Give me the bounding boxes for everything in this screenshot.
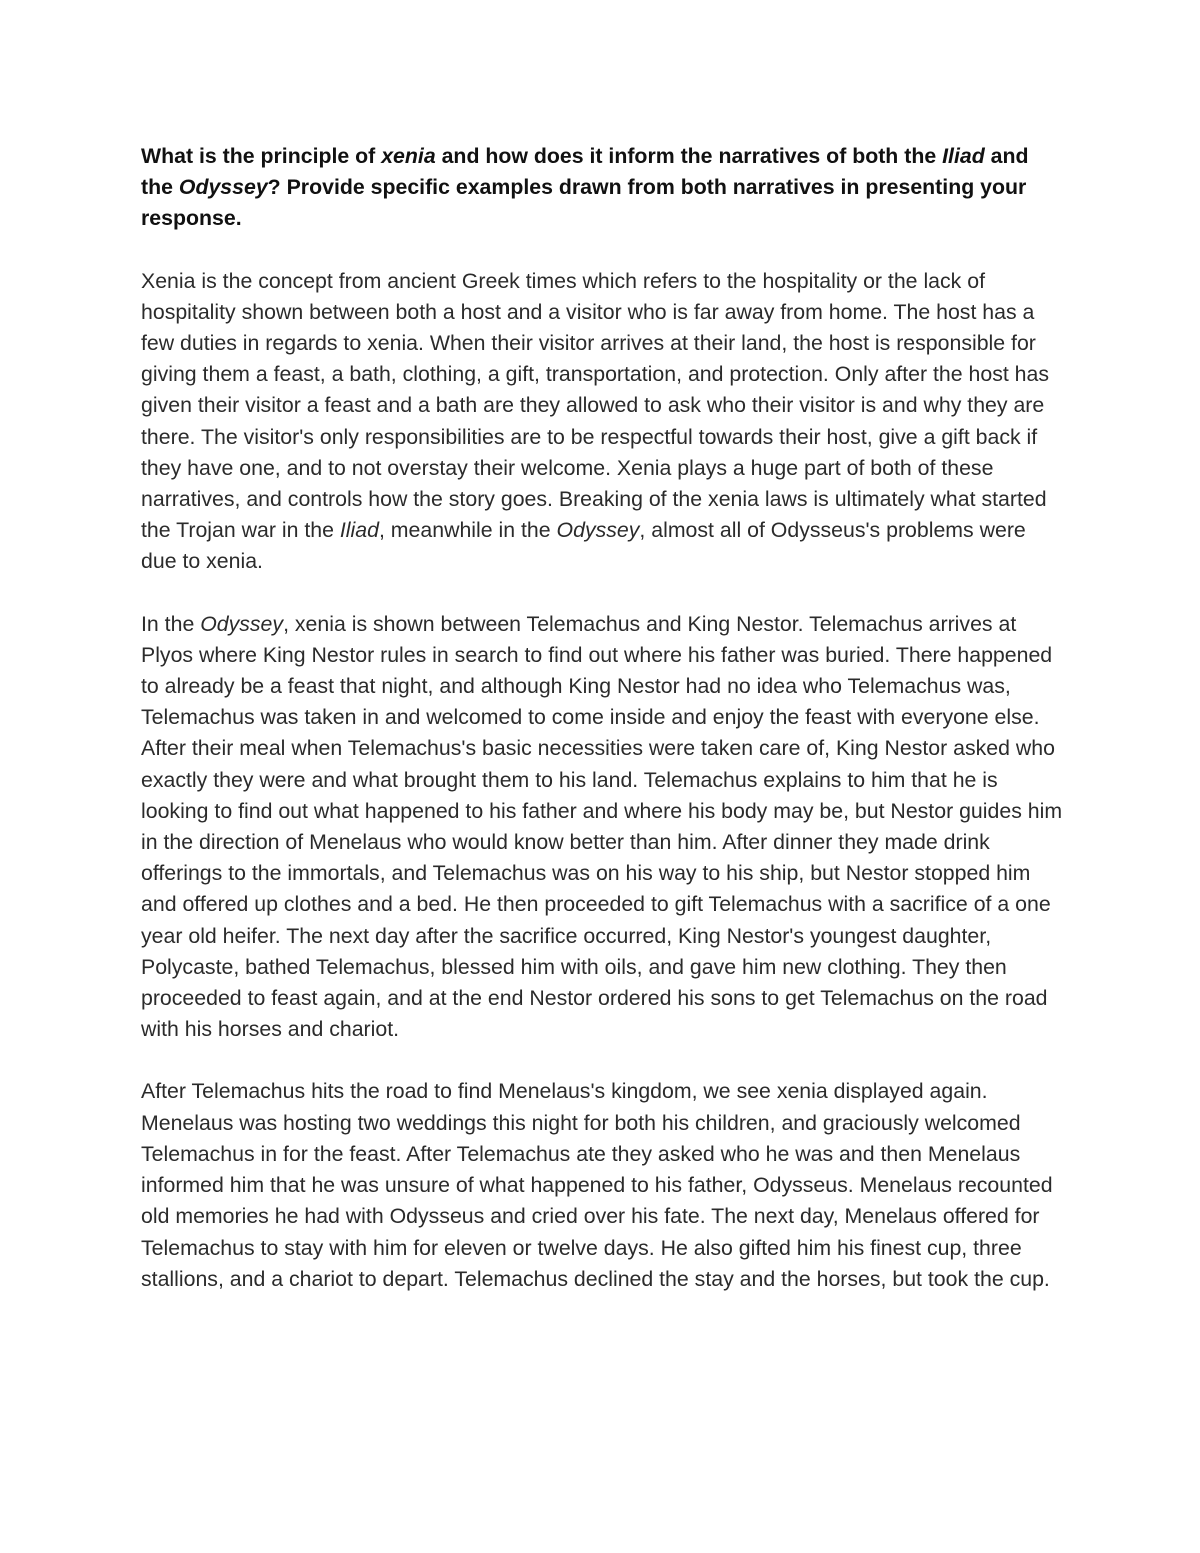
- paragraph-1: [141, 266, 1066, 578]
- paragraph-1-text-2: , meanwhile in the: [378, 518, 557, 543]
- paragraph-2-text-1: In the: [141, 611, 201, 636]
- paragraph-1-text-3: , almost all of Odysseus's problems were due to xenia.: [141, 518, 1026, 574]
- question-text-3: and the: [141, 144, 1029, 200]
- paragraph-2-text-2: , xenia is shown between Telemachus and King Nestor. Telemachus arrives at Plyos where King Nestor rules in search to find out where his father was buried. There happened to already be a feast that night, and although King Nestor had no idea who Telemachus was, Telemachus was taken in and welcomed to come inside and enjoy the feast with everyone else. After their meal when Telemachus's basic necessities were taken care of, King Nestor asked who exactly they were and what brought them to his land. Telemachus explains to him that he is looking to find out what happened to his father and where his body may be, but Nestor guides him in the direction of Menelaus who would know better than him. After dinner they made drink offerings to the immortals, and Telemachus was on his way to his ship, but Nestor stopped him and offered up clothes and a bed. He then proceeded to gift Telemachus with a sacrifice of a one year old heifer. The next day after the sacrifice occurred, King Nestor's youngest daughter, Polycaste, bathed Telemachus, blessed him with oils, and gave him new clothing. They then proceeded to feast again, and at the end Nestor ordered his sons to get Telemachus on the road with his horses and chariot.: [141, 611, 1063, 1042]
- question-text-1: What is the principle of: [141, 144, 382, 168]
- question-italic-odyssey: Odyssey: [178, 175, 268, 200]
- document-body: [141, 141, 1066, 1295]
- essay-question: [141, 141, 1066, 235]
- paragraph-3: [141, 1076, 1066, 1294]
- paragraph-1-italic-iliad: Iliad: [339, 518, 379, 543]
- paragraph-3-text-1: After Telemachus hits the road to find Menelaus's kingdom, we see xenia displayed again. Menelaus was hosting two weddings this night for both his children, and graciously welcomed Telemachus in for the feast. After Telemachus ate they asked who he was and then Menelaus informed him that he was unsure of what happened to his father, Odysseus. Menelaus recounted old memories he had with Odysseus and cried over his fate. The next day, Menelaus offered for Telemachus to stay with him for eleven or twelve days. He also gifted him his finest cup, three stallions, and a chariot to depart. Telemachus declined the stay and the horses, but took the cup.: [141, 1079, 1053, 1291]
- paragraph-2-italic-odyssey: Odyssey: [200, 611, 284, 636]
- paragraph-1-text-1: Xenia is the concept from ancient Greek times which refers to the hospitality or the lack of hospitality shown between both a host and a visitor who is far away from home. The host has a few duties in regards to xenia. When their visitor arrives at their land, the host is responsible for giving them a feast, a bath, clothing, a gift, transportation, and protection. Only after the host has given their visitor a feast and a bath are they allowed to ask who their visitor is and why they are there. The visitor's only responsibilities are to be respectful towards their host, give a gift back if they have one, and to not overstay their welcome. Xenia plays a huge part of both of these narratives, and controls how the story goes. Breaking of the xenia laws is ultimately what started the Trojan war in the: [141, 268, 1050, 543]
- question-text-2: and how does it inform the narratives of both the: [435, 144, 943, 168]
- paragraph-1-italic-odyssey: Odyssey: [556, 518, 640, 543]
- paragraph-2: [141, 609, 1066, 1046]
- question-italic-iliad: Iliad: [942, 144, 985, 168]
- question-text-4: ? Provide specific examples drawn from both narratives in presenting your response.: [141, 175, 1027, 231]
- question-italic-xenia: xenia: [381, 144, 436, 168]
